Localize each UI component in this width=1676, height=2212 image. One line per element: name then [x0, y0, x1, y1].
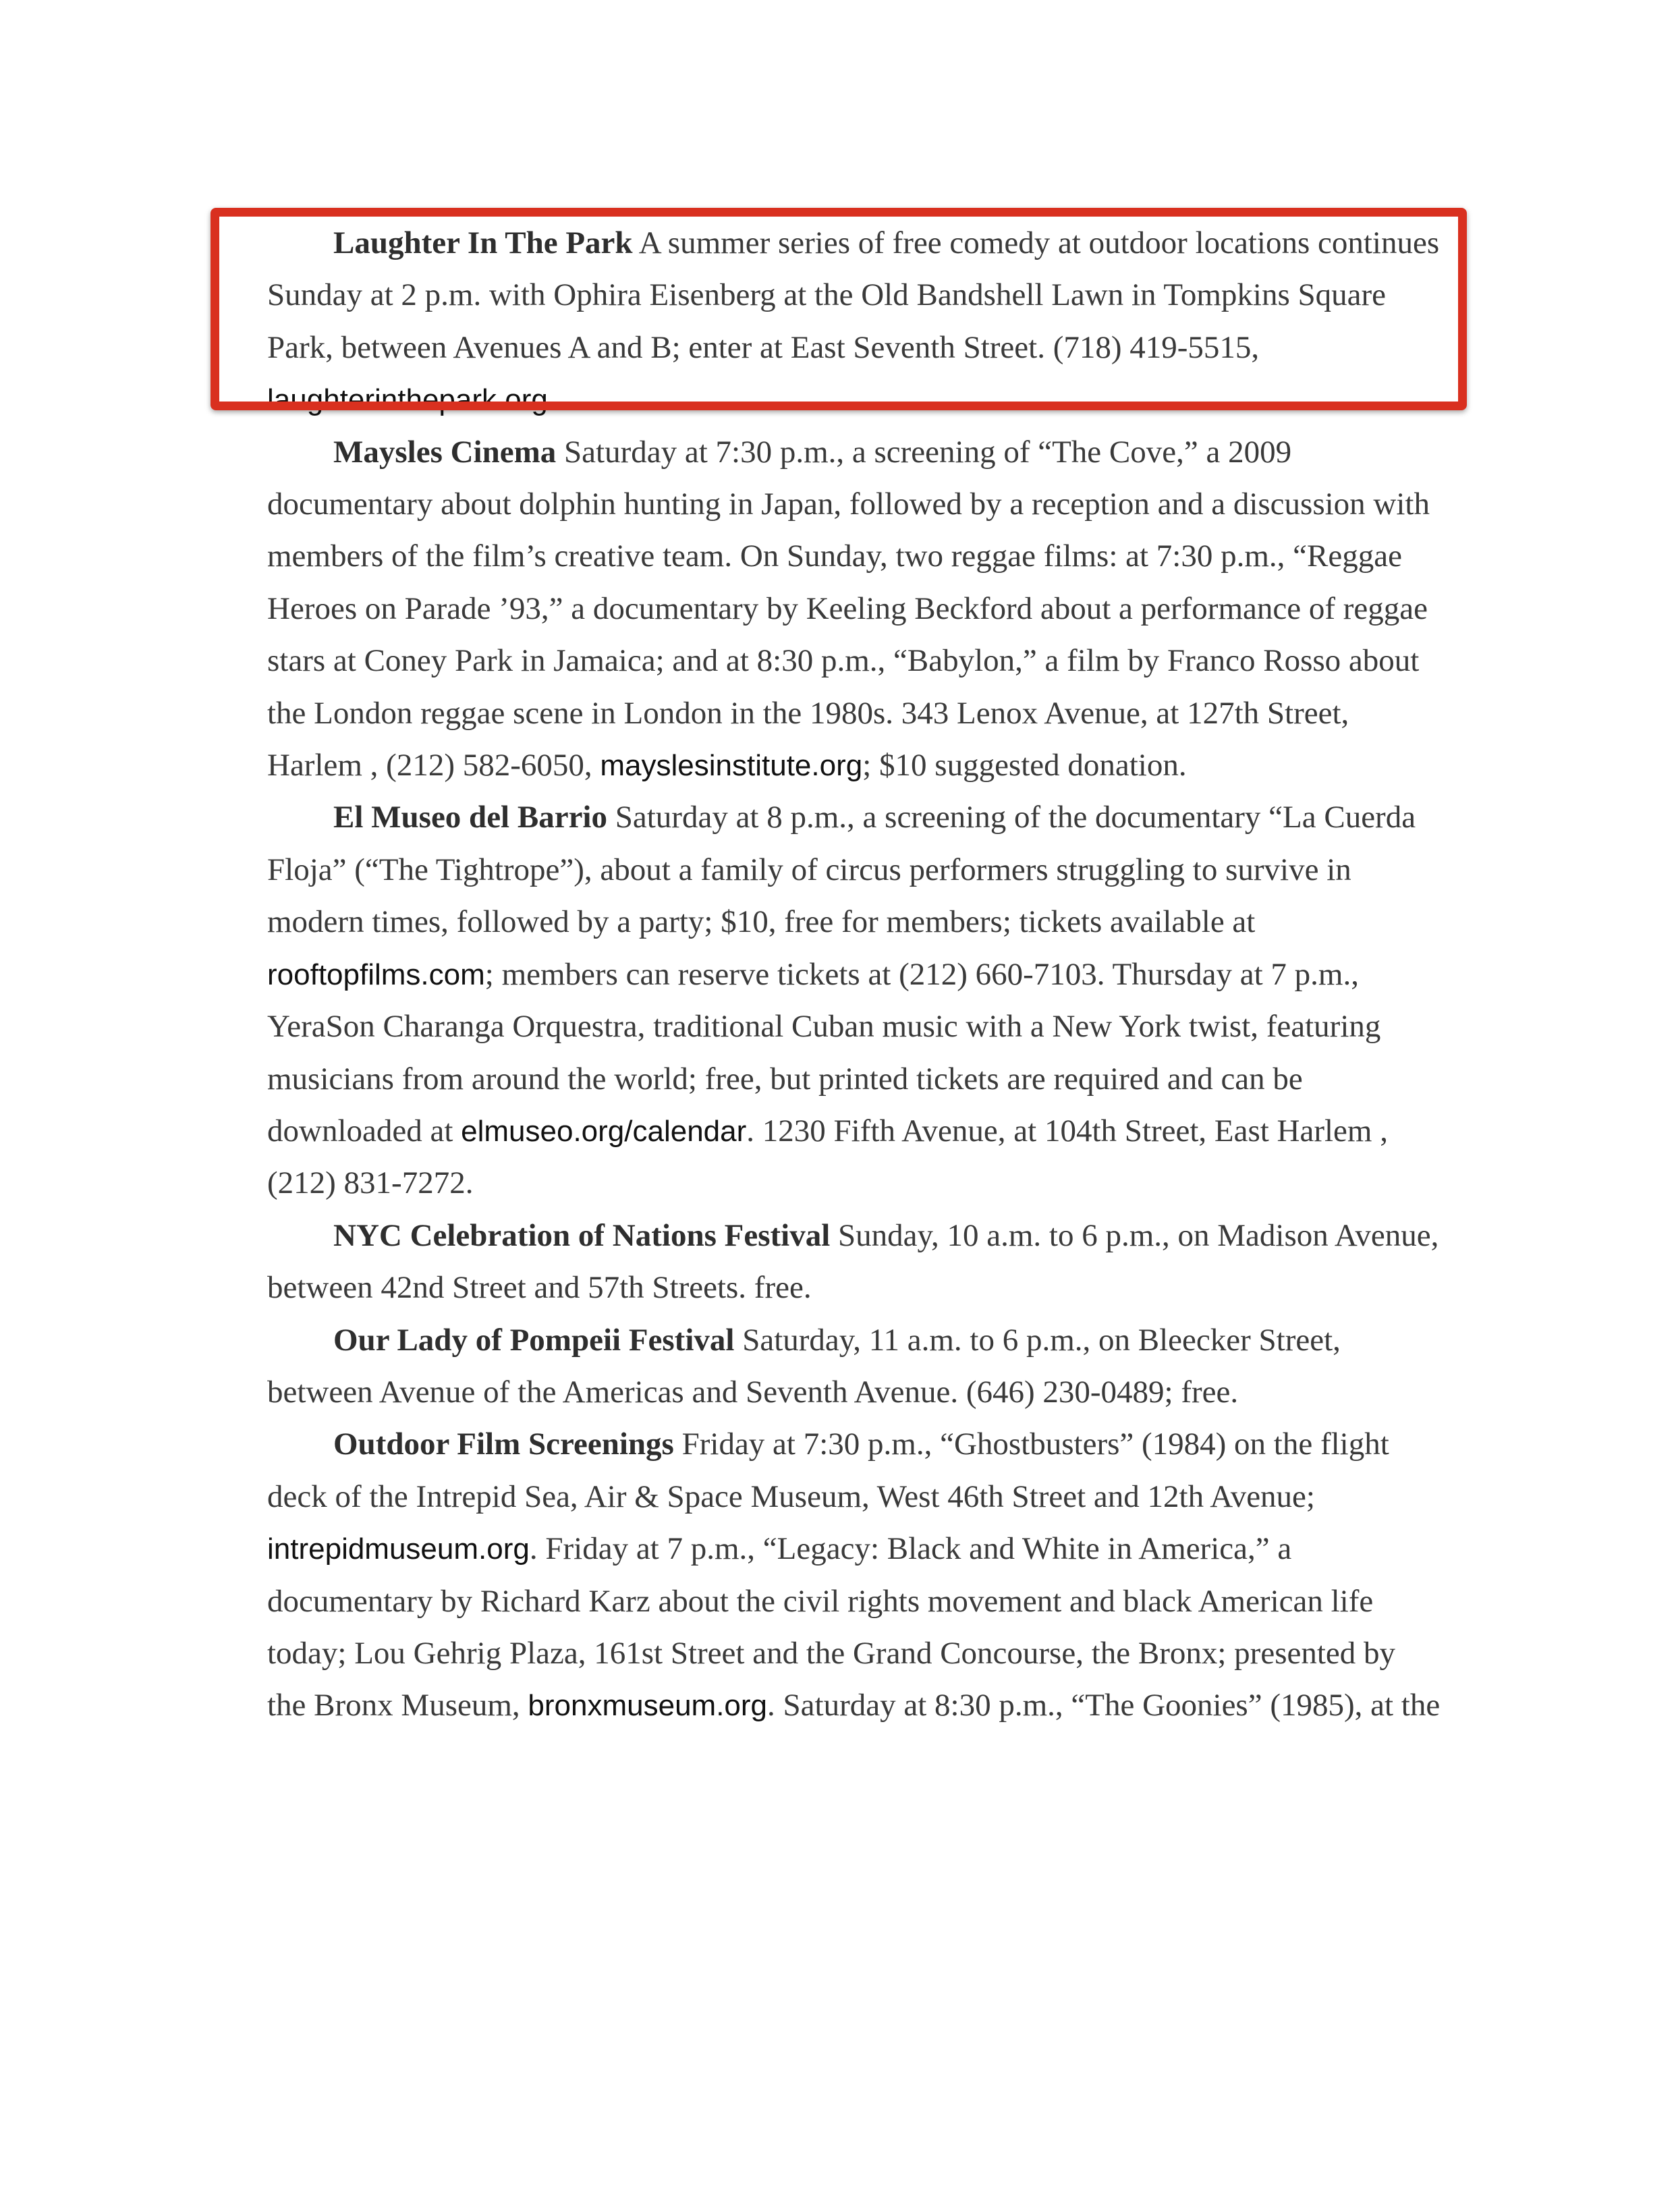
listing-text: .: [547, 382, 556, 418]
listing-text: . 1230 Fifth Avenue, at 104th Street, East Harlem , (212) 831-7272.: [267, 1113, 1388, 1201]
listing-entry: [267, 1418, 1441, 1732]
listing-name: Outdoor Film Screenings: [333, 1427, 674, 1462]
listing-name: Laughter In The Park: [333, 225, 633, 260]
listing-text: Saturday at 7:30 p.m., a screening of “The Cove,” a 2009 documentary about dolphin hunting in Japan, followed by a reception and a discussion with members of the film’s creative team. On Sunday, two reggae films: at 7:30 p.m., “Reggae Heroes on Parade ’93,” a documentary by Keeling Beckford about a performance of reggae stars at Coney Park in Jamaica; and at 8:30 p.m., “Babylon,” a film by Franco Rosso about the London reggae scene in London in the 1980s. 343 Lenox Avenue, at 127th Street, Harlem , (212) 582-6050,: [267, 434, 1430, 783]
listing-link[interactable]: rooftopfilms.com: [267, 958, 485, 991]
listing-text: Friday at 7:30 p.m., “Ghostbusters” (1984) on the flight deck of the Intrepid Sea, Air & Space Museum, West 46th Street and 12th Avenue;: [267, 1427, 1389, 1514]
listing-entry: [267, 1315, 1441, 1419]
listing-text: Saturday at 8 p.m., a screening of the documentary “La Cuerda Floja” (“The Tightrope”), about a family of circus performers struggling to survive in modern times, followed by a party; $10, free for members; tickets available at: [267, 800, 1416, 940]
listing-entry: [267, 217, 1441, 426]
listing-text: Saturday, 11 a.m. to 6 p.m., on Bleecker Street, between Avenue of the Americas and Seventh Avenue. (646) 230-0489; free.: [267, 1322, 1341, 1410]
listing-link[interactable]: intrepidmuseum.org: [267, 1532, 530, 1566]
listing-name: Maysles Cinema: [333, 434, 557, 470]
listing-name: NYC Celebration of Nations Festival: [333, 1217, 831, 1253]
listing-entry: [267, 792, 1441, 1209]
listing-link[interactable]: mayslesinstitute.org: [600, 749, 863, 783]
listing-name: El Museo del Barrio: [333, 800, 607, 835]
listing-link[interactable]: bronxmuseum.org: [528, 1689, 768, 1723]
listings-body: [267, 217, 1441, 1732]
listing-text: ; $10 suggested donation.: [862, 748, 1187, 783]
listing-entry: [267, 426, 1441, 792]
listing-entry: [267, 1210, 1441, 1315]
listing-link[interactable]: elmuseo.org/calendar: [461, 1114, 747, 1148]
listing-text: Sunday, 10 a.m. to 6 p.m., on Madison Avenue, between 42nd Street and 57th Streets. free.: [267, 1217, 1439, 1306]
listing-text: . Friday at 7 p.m., “Legacy: Black and White in America,” a documentary by Richard Karz about the civil rights movement and black American life today; Lou Gehrig Plaza, 161st Street and the Grand Concourse, the Bronx; presented by the Bronx Museum,: [267, 1531, 1396, 1723]
listing-link[interactable]: laughterinthepark.org: [267, 383, 548, 417]
listing-text: ; members can reserve tickets at (212) 660-7103. Thursday at 7 p.m., YeraSon Charanga Orquestra, traditional Cuban music with a New York twist, featuring musicians from around the world; free, but printed tickets are required and can be downloaded at: [267, 956, 1381, 1149]
listing-text: . Saturday at 8:30 p.m., “The Goonies” (1985), at the: [767, 1688, 1441, 1723]
listing-name: Our Lady of Pompeii Festival: [333, 1322, 735, 1358]
listing-text: A summer series of free comedy at outdoor locations continues Sunday at 2 p.m. with Ophira Eisenberg at the Old Bandshell Lawn in Tompkins Square Park, between Avenues A and B; enter at East Seventh Street. (718) 419-5515,: [267, 225, 1440, 365]
